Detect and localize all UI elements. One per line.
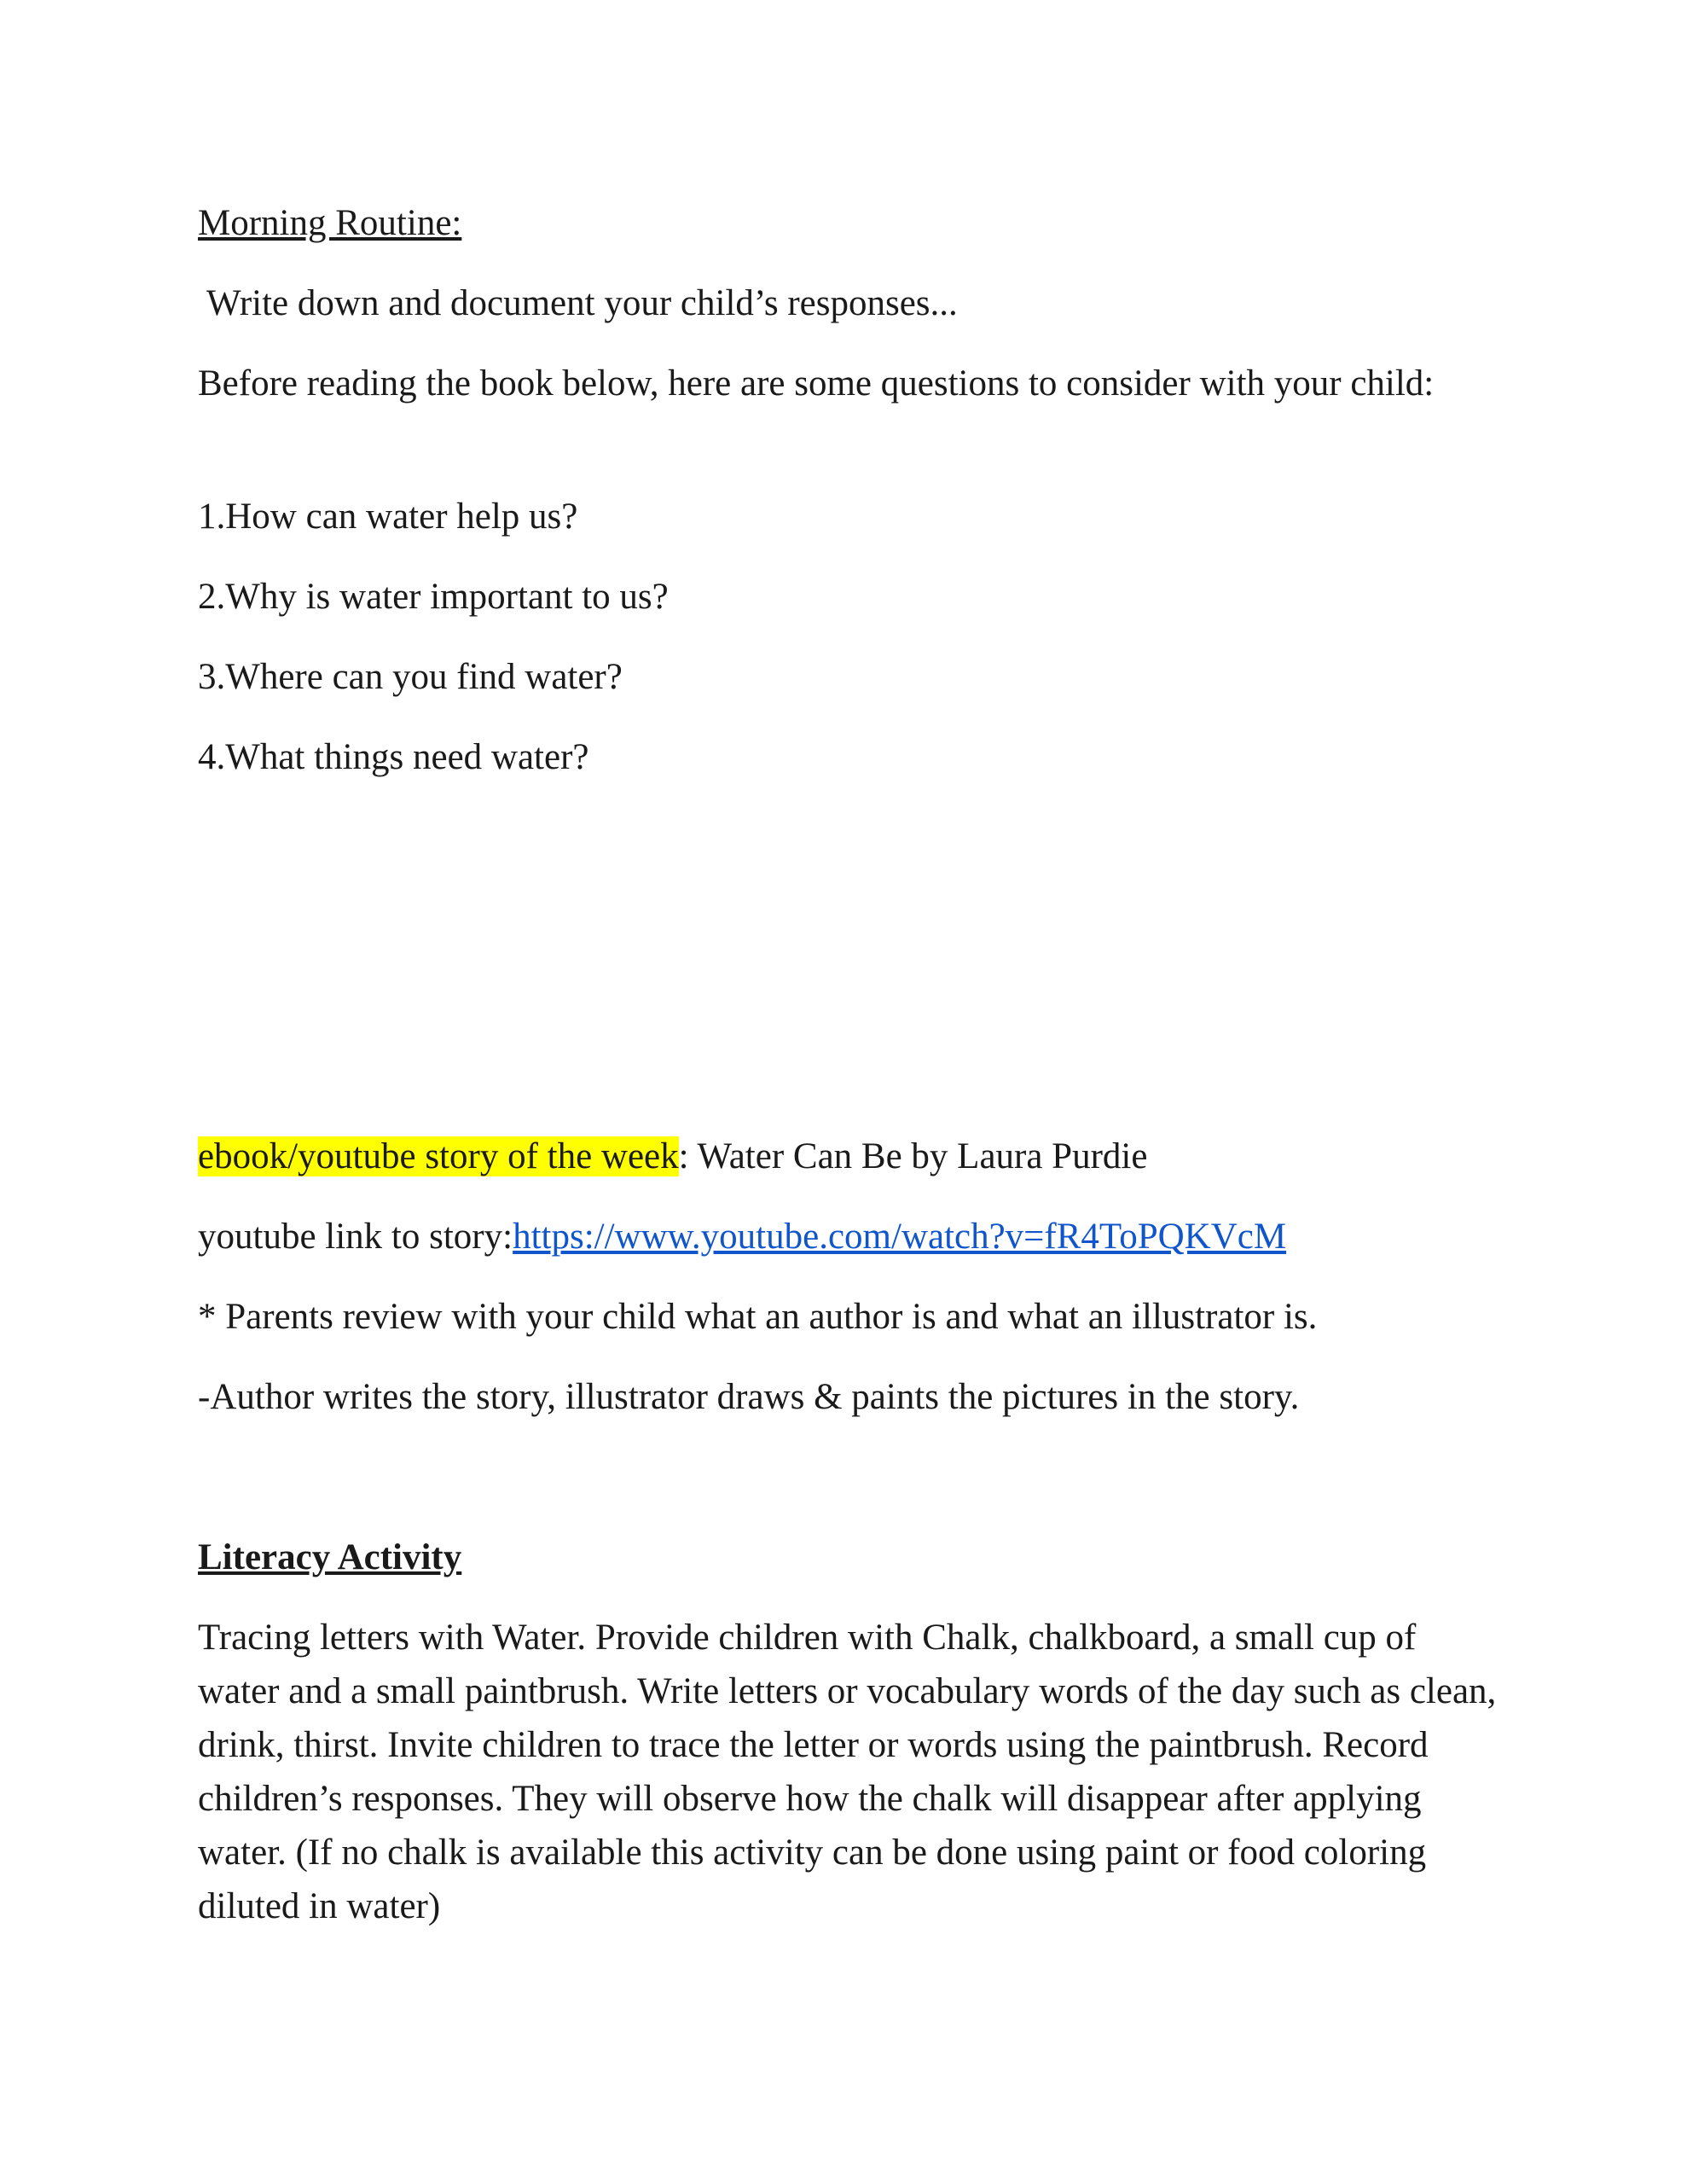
question-item: 3.Where can you find water? (198, 657, 623, 697)
youtube-link-line (198, 1210, 1286, 1263)
author-note: -Author writes the story, illustrator draws & paints the pictures in the story. (198, 1377, 1300, 1417)
literacy-activity-body: Tracing letters with Water. Provide children with Chalk, chalkboard, a small cup of water and a small paintbrush. Write letters or vocabulary words of the day such as clean, drink, thirst. Invite children to trace the letter or words using the paintbrush. Record children’s responses. They will observe how the chalk will disappear after applying water. (If no chalk is available this activity can be done using paint or food coloring diluted in water) (198, 1618, 1497, 1926)
story-of-week-line (198, 1130, 1147, 1183)
intro-paragraph: Before reading the book below, here are some questions to consider with your child: (198, 363, 1435, 404)
story-title: : Water Can Be by Laura Purdie (678, 1136, 1148, 1176)
youtube-link-label: youtube link to story: (198, 1217, 513, 1257)
instruction-text: Write down and document your child’s responses... (198, 283, 958, 323)
question-item: 2.Why is water important to us? (198, 577, 669, 617)
youtube-link[interactable]: https://www.youtube.com/watch?v=fR4ToPQKVcM (513, 1217, 1287, 1257)
parent-note: * Parents review with your child what an author is and what an illustrator is. (198, 1297, 1318, 1337)
literacy-activity-heading: Literacy Activity (198, 1537, 462, 1577)
morning-routine-heading: Morning Routine: (198, 203, 462, 243)
story-of-week-highlight: ebook/youtube story of the week (198, 1136, 679, 1176)
question-item: 4.What things need water? (198, 737, 589, 777)
question-item: 1.How can water help us? (198, 497, 578, 537)
